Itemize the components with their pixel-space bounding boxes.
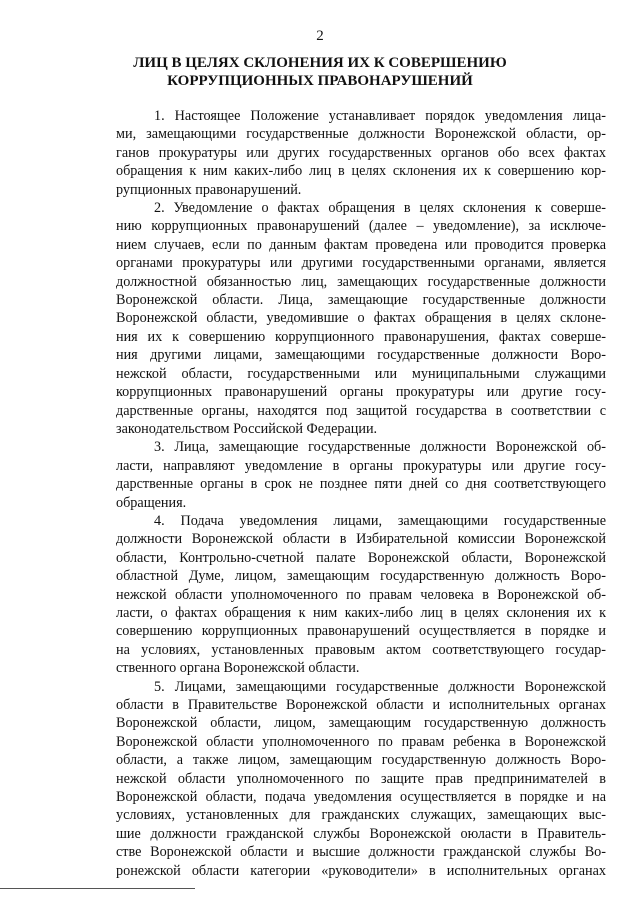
text-line: области, а также лицом, замещающим государственную должность Воро- bbox=[116, 752, 606, 769]
text-line: нежской области, государственными или муниципальными служащими bbox=[116, 365, 606, 382]
text-line: 1. Настоящее Положение устанавливает порядок уведомления лица- bbox=[154, 108, 606, 124]
text-line: Воронежской области уполномоченного по правам ребенка в Воронежской bbox=[116, 733, 606, 750]
text-line: на условиях, установленных правовым актом соответствующего государ- bbox=[116, 641, 606, 658]
text-line: Воронежской области, лицом, замещающим государственную должность bbox=[116, 715, 606, 732]
text-line: ния другими лицами, замещающими государственные должности Воро- bbox=[116, 347, 606, 364]
text-line: Воронежской области. Лица, замещающие государственные должности bbox=[116, 292, 606, 309]
page-number: 2 bbox=[316, 28, 324, 44]
paragraph-4 bbox=[116, 512, 606, 678]
text-line: коррупционных правонарушений органы прокуратуры или другие госу- bbox=[116, 384, 606, 401]
text-line: области в Правительстве Воронежской области и исполнительных органах bbox=[116, 697, 606, 713]
text-line: ласти, направляют уведомление в органы прокуратуры или другие госу- bbox=[116, 457, 606, 474]
text-line: органами прокуратуры или другими государственными органами, является bbox=[116, 255, 606, 272]
text-line: ственного органа Воронежской области. bbox=[116, 660, 360, 677]
title-line: ЛИЦ В ЦЕЛЯХ СКЛОНЕНИЯ ИХ К СОВЕРШЕНИЮ bbox=[133, 55, 507, 71]
footnote-separator bbox=[0, 888, 195, 889]
text-line: ронежской области категории «руководители» в исполнительных органах bbox=[116, 862, 606, 879]
paragraph-2 bbox=[116, 199, 606, 438]
text-line: 5. Лицами, замещающими государственные должности Воронежской bbox=[154, 678, 606, 695]
text-line: нежской области уполномоченного по защите прав предпринимателей в bbox=[116, 770, 606, 787]
text-line: ми, замещающими государственные должности Воронежской области, ор- bbox=[116, 126, 606, 143]
text-line: Воронежской области, уведомившие о фактах обращения в целях склоне- bbox=[116, 310, 606, 327]
text-line: ганов прокуратуры или других государственных органов обо всех фактах bbox=[116, 144, 606, 161]
text-line: законодательством Российской Федерации. bbox=[116, 420, 378, 437]
document-body bbox=[116, 107, 606, 880]
text-line: дарственные органы в срок не позднее пяти дней со дня соответствующего bbox=[116, 476, 606, 493]
text-line: области, Контрольно-счетной палате Воронежской области, Воронежской bbox=[116, 549, 606, 566]
text-line: должности Воронежской области в Избирательной комиссии Воронежской bbox=[116, 531, 606, 548]
text-line: областной Думе, лицом, замещающим государственную должность Воро- bbox=[116, 568, 606, 585]
paragraph-5 bbox=[116, 678, 606, 880]
paragraph-1 bbox=[116, 107, 606, 199]
text-line: условиях, установленных для гражданских служащих, замещающих выс- bbox=[116, 807, 606, 824]
text-line: 4. Подача уведомления лицами, замещающими государственные bbox=[154, 512, 606, 529]
text-line: 3. Лица, замещающие государственные должности Воронежской об- bbox=[154, 439, 606, 456]
text-line: нием случаев, если по данным фактам проведена или проводится проверка bbox=[116, 236, 606, 253]
text-line: Воронежской области, подача уведомления осуществляется в порядке и на bbox=[116, 789, 606, 806]
text-line: рупционных правонарушений. bbox=[116, 181, 302, 198]
paragraph-3 bbox=[116, 438, 606, 512]
title-line: КОРРУПЦИОННЫХ ПРАВОНАРУШЕНИЙ bbox=[167, 73, 473, 89]
text-line: дарственные органы, находятся под защитой государства в соответствии с bbox=[116, 402, 606, 419]
section-title bbox=[60, 54, 580, 90]
text-line: совершению коррупционных правонарушений осуществляется в порядке и bbox=[116, 623, 606, 640]
text-line: обращения к ним каких-либо лиц в целях склонения их к совершению кор- bbox=[116, 163, 606, 180]
text-line: ния их к совершению коррупционного правонарушения, фактах соверше- bbox=[116, 328, 606, 345]
text-line: обращения. bbox=[116, 494, 187, 511]
text-line: нию коррупционных правонарушений (далее – уведомление), за исключе- bbox=[116, 218, 606, 235]
text-line: должностной обязанностью лиц, замещающих государственные должности bbox=[116, 273, 606, 290]
text-line: ласти, о фактах обращения к ним каких-либо лиц в целях склонения их к bbox=[116, 604, 606, 621]
text-line: нежской области уполномоченного по правам человека в Воронежской об- bbox=[116, 586, 606, 603]
text-line: 2. Уведомление о фактах обращения в целях склонения к соверше- bbox=[154, 200, 606, 217]
text-line: шие должности гражданской службы Воронежской оюласти в Правитель- bbox=[116, 825, 606, 842]
text-line: стве Воронежской области и высшие должности гражданской службы Во- bbox=[116, 844, 606, 861]
